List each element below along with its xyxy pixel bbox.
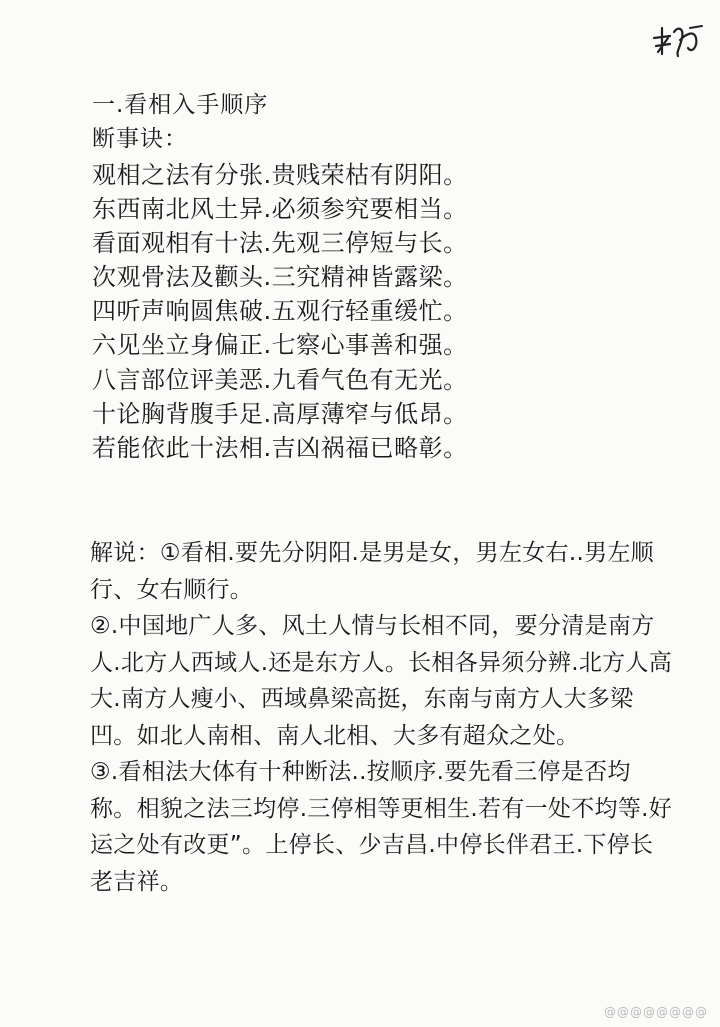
handwritten-signature bbox=[648, 18, 708, 62]
explanation-line: 凹。如北人南相、南人北相、大多有超众之处。 bbox=[90, 722, 580, 749]
explanation-line: 运之处有改更”。上停长、少吉昌.中停长伴君王.下停长 bbox=[90, 832, 654, 858]
poem-line: 若能依此十法相.吉凶祸福已略彰。 bbox=[92, 433, 468, 462]
poem-line: 东西南北风土异.必须参究要相当。 bbox=[92, 195, 468, 224]
poem-line: 十论胸背腹手足.高厚薄窄与低昂。 bbox=[92, 399, 468, 428]
poem-block bbox=[92, 158, 468, 465]
poem-line: 观相之法有分张.贵贱荣枯有阴阳。 bbox=[92, 161, 468, 189]
explanation-line: 解说：①看相.要先分阴阳.是男是女，男左女右..男左顺 bbox=[90, 540, 654, 566]
explanation-line: ②.中国地广人多、风土人情与长相不同，要分清是南方 bbox=[90, 613, 655, 639]
poem-line: 看面观相有十法.先观三停短与长。 bbox=[92, 229, 468, 258]
poem-line: 四听声响圆焦破.五观行轻重缓忙。 bbox=[92, 297, 468, 326]
poem-line: 八言部位评美恶.九看气色有无光。 bbox=[92, 365, 468, 394]
section-subtitle: 断事诀： bbox=[92, 126, 188, 152]
poem-line: 次观骨法及颧头.三究精神皆露梁。 bbox=[92, 263, 468, 292]
section-title: 一.看相入手顺序 bbox=[92, 92, 269, 118]
watermark: @@@@@@@@ bbox=[604, 1005, 708, 1019]
explanation-line: 大.南方人瘦小、西域鼻梁高挺，东南与南方人大多梁 bbox=[90, 686, 634, 712]
explanation-block bbox=[90, 535, 690, 900]
explanation-line: 行、女右顺行。 bbox=[90, 576, 254, 603]
explanation-line: 人.北方人西域人.还是东方人。长相各异须分辨.北方人高 bbox=[90, 649, 673, 676]
explanation-line: 称。相貌之法三均停.三停相等更相生.若有一处不均等.好 bbox=[90, 795, 673, 822]
poem-line: 六见坐立身偏正.七察心事善和强。 bbox=[92, 331, 468, 360]
explanation-line: ③.看相法大体有十种断法..按顺序.要先看三停是否均 bbox=[90, 759, 631, 785]
explanation-line: 老吉祥。 bbox=[90, 868, 184, 895]
